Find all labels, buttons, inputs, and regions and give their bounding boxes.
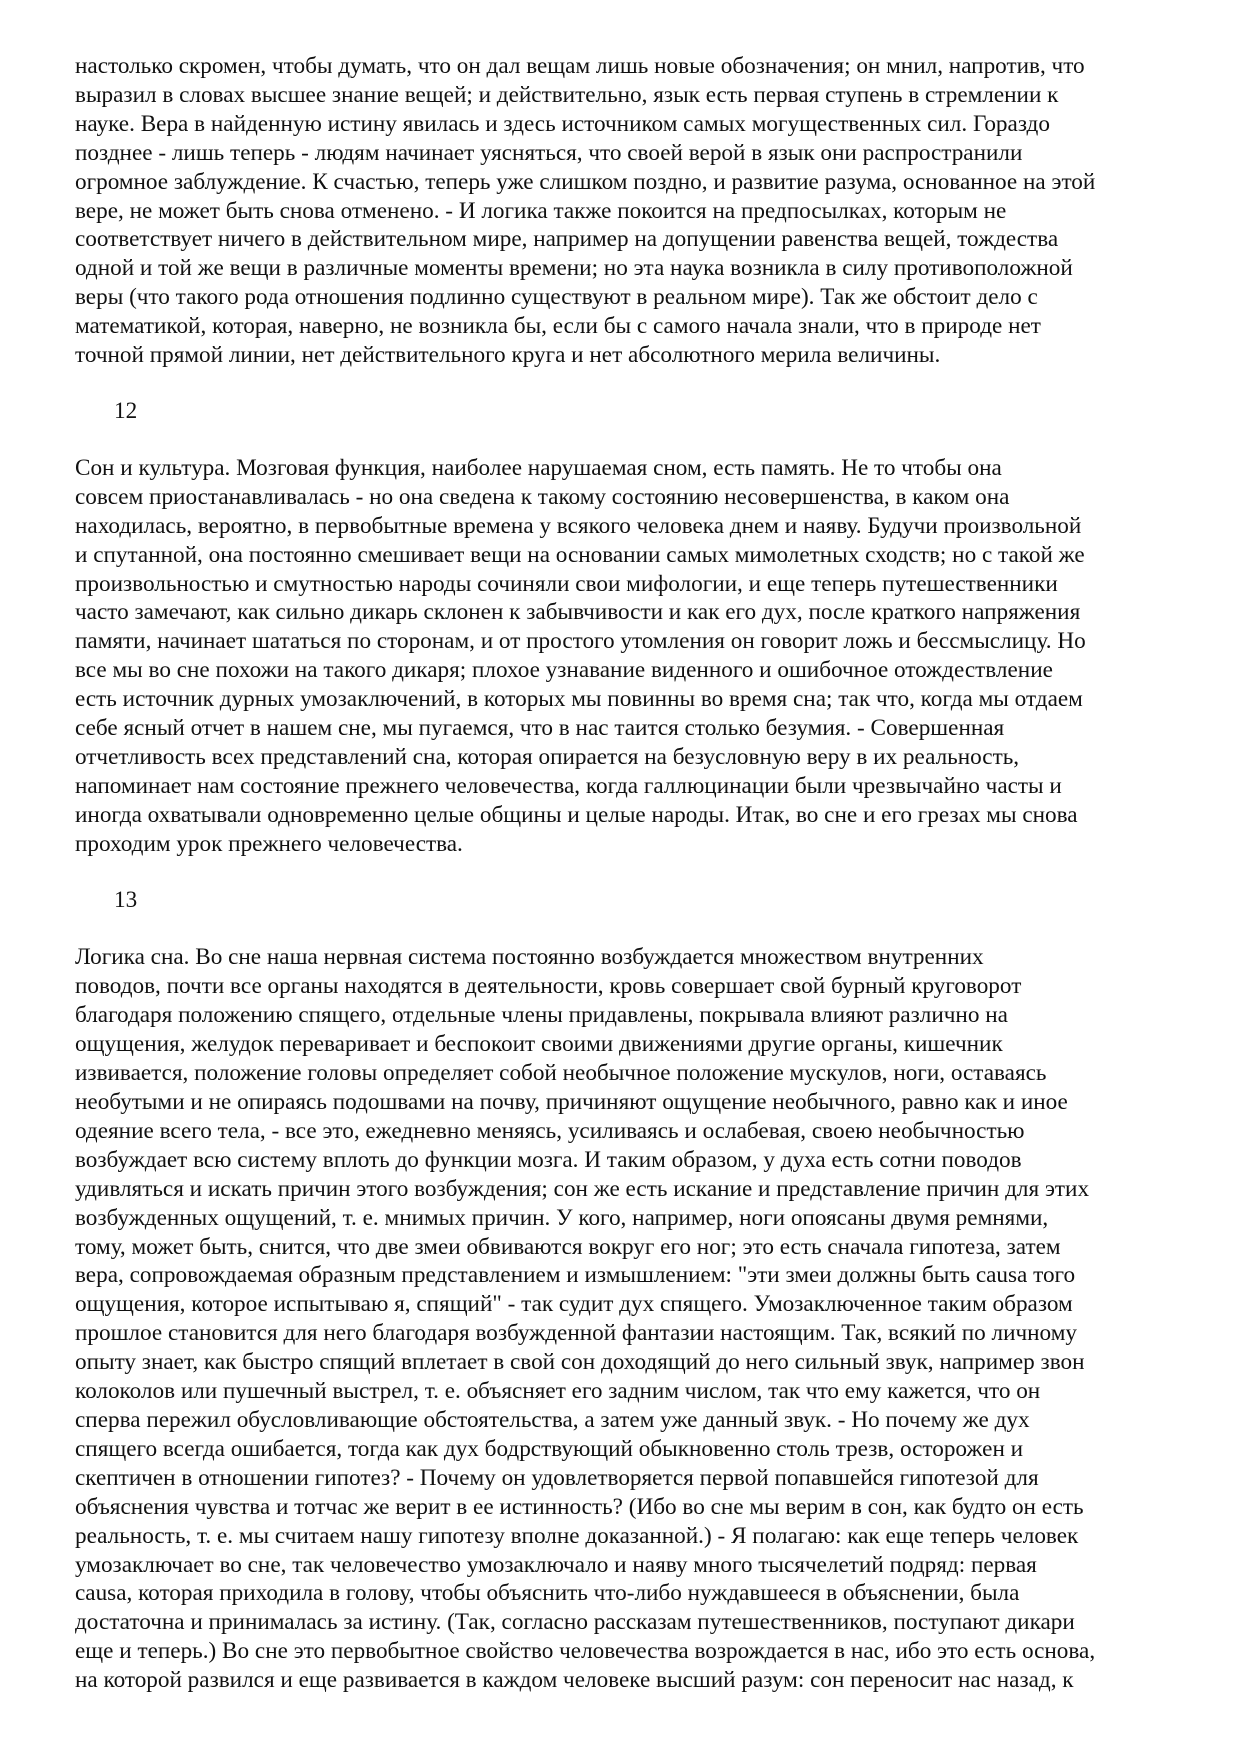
paragraph-continuation: настолько скромен, чтобы думать, что он дал вещам лишь новые обозначения; он мнил, напротив, что выразил в словах высшее знание вещей; и действительно, язык есть первая ступень в стремлении к науке. Вера в найденную истину явилась и здесь источником самых могущественных сил. Гораздо позднее - лишь теперь - людям начинает уясняться, что своей верой в язык они распространили огромное заблуждение. К счастью, теперь уже слишком поздно, и развитие разума, основанное на этой вере, не может быть снова отменено. - И логика также покоится на предпосылках, которым не соответствует ничего в действительном мире, например на допущении равенства вещей, тождества одной и той же вещи в различные моменты времени; но эта наука возникла в силу противоположной веры (что такого рода отношения подлинно существуют в реальном мире). Так же обстоит дело с математикой, которая, наверно, не возникла бы, если бы с самого начала знали, что в природе нет точной прямой линии, нет действительного круга и нет абсолютного мерила величины. xyxy=(75,53,1096,369)
section-number-13: 13 xyxy=(114,886,138,913)
paragraph-logic-of-sleep: Логика сна. Во сне наша нервная система постоянно возбуждается множеством внутренних поводов, почти все органы находятся в деятельности, кровь совершает свой бурный круговорот благодаря положению спящего, отдельные члены придавлены, покрывала влияют различно на ощущения, желудок переваривает и беспокоит своими движениями другие органы, кишечник извивается, положение головы определяет собой необычное положение мускулов, ноги, оставаясь необутыми и не опираясь подошвами на почву, причиняют ощущение необычного, равно как и иное одеяние всего тела, - все это, ежедневно меняясь, усиливаясь и ослабевая, своею необычностью возбуждает всю систему вплоть до функции мозга. И таким образом, у духа есть сотни поводов удивляться и искать причин этого возбуждения; сон же есть искание и представление причин для этих возбужденных ощущений, т. е. мнимых причин. У кого, например, ноги опоясаны двумя ремнями, тому, может быть, снится, что две змеи обвиваются вокруг его ног; это есть сначала гипотеза, затем вера, сопровождаемая образным представлением и измышлением: "эти змеи должны быть causa того ощущения, которое испытываю я, спящий" - так судит дух спящего. Умозаключенное таким образом прошлое становится для него благодаря возбужденной фантазии настоящим. Так, всякий по личному опыту знает, как быстро спящий вплетает в свой сон доходящий до него сильный звук, например звон колоколов или пушечный выстрел, т. е. объясняет его задним числом, так что ему кажется, что он сперва пережил обусловливающие обстоятельства, а затем уже данный звук. - Но почему же дух спящего всегда ошибается, тогда как дух бодрствующий обыкновенно столь трезв, осторожен и скептичен в отношении гипотез? - Почему он удовлетворяется первой попавшейся гипотезой для объяснения чувства и тотчас же верит в ее истинность? (Ибо во сне мы верим в сон, как будто он есть реальность, т. е. мы считаем нашу гипотезу вполне доказанной.) - Я полагаю: как еще теперь человек умозаключает во сне, так человечество умозаключало и наяву много тысячелетий подряд: первая causa, которая приходила в голову, чтобы объяснить что-либо нуждавшееся в объяснении, была достаточна и принималась за истину. (Так, согласно рассказам путешественников, поступают дикари еще и теперь.) Во сне это первобытное свойство человечества возрождается в нас, ибо это есть основа, на которой развился и еще развивается в каждом человеке высший разум: сон переносит нас назад, к xyxy=(75,944,1096,1694)
paragraph-sleep-and-culture: Сон и культура. Мозговая функция, наиболее нарушаемая сном, есть память. Не то чтобы она совсем приостанавливалась - но она сведена к такому состоянию несовершенства, в каком она находилась, вероятно, в первобытные времена у всякого человека днем и наяву. Будучи произвольной и спутанной, она постоянно смешивает вещи на основании самых мимолетных сходств; но с такой же произвольностью и смутностью народы сочиняли свои мифологии, и еще теперь путешественники часто замечают, как сильно дикарь склонен к забывчивости и как его дух, после краткого напряжения памяти, начинает шататься по сторонам, и от простого утомления он говорит ложь и бессмыслицу. Но все мы во сне похожи на такого дикаря; плохое узнавание виденного и ошибочное отождествление есть источник дурных умозаключений, в которых мы повинны во время сна; так что, когда мы отдаем себе ясный отчет в нашем сне, мы пугаемся, что в нас таится столько безумия. - Совершенная отчетливость всех представлений сна, которая опирается на безусловную веру в их реальность, напоминает нам состояние прежнего человечества, когда галлюцинации были чрезвычайно часты и иногда охватывали одновременно целые общины и целые народы. Итак, во сне и его грезах мы снова проходим урок прежнего человечества. xyxy=(75,454,1086,857)
section-number-12: 12 xyxy=(114,397,138,424)
document-page xyxy=(75,52,1190,1695)
